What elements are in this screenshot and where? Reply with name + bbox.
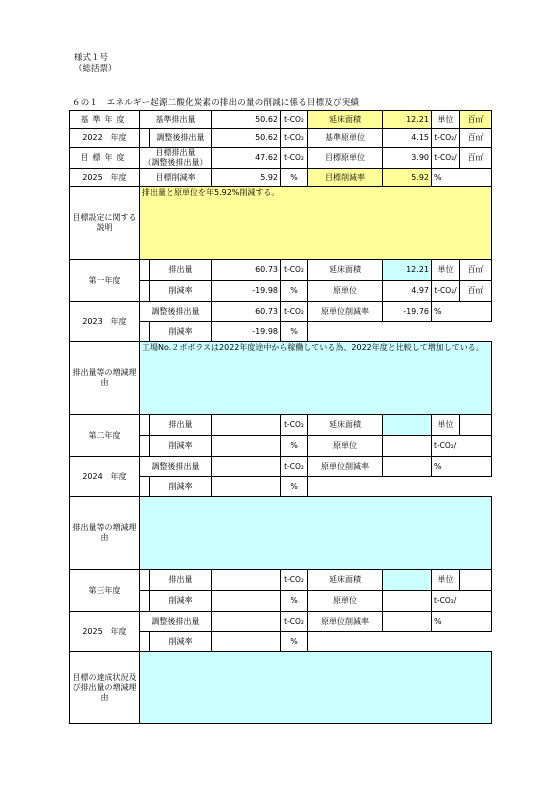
year2-emission-value[interactable] <box>212 415 281 436</box>
area-unit: 百㎡ <box>460 281 492 302</box>
unit-tco2: t-CO₂ <box>281 302 308 322</box>
floor-area-label: 延床面積 <box>308 111 383 129</box>
target-emission-value[interactable]: 47.62 <box>212 148 281 169</box>
unit-tco2: t-CO₂ <box>281 260 308 281</box>
unit-tco2-per: t-CO₂/ <box>432 148 460 169</box>
year3-intensity-reduction-value[interactable] <box>383 612 432 632</box>
year2-intensity-value[interactable] <box>383 436 432 457</box>
target-year[interactable]: 2025 年度 <box>70 169 140 187</box>
unit-tco2-per: t-CO₂/ <box>432 591 492 612</box>
year1-intensity-reduction-value[interactable]: -19.76 <box>383 302 432 322</box>
unit-tco2-per: t-CO₂/ <box>432 281 460 302</box>
year2-reason-label: 排出量等の増減理由 <box>70 497 140 570</box>
unit-tco2: t-CO₂ <box>281 129 308 148</box>
floor-area-label: 延床面積 <box>308 415 383 436</box>
year3-emission-value[interactable] <box>212 570 281 591</box>
floor-area-label: 延床面積 <box>308 260 383 281</box>
intensity-reduction-label: 原単位削減率 <box>308 457 383 477</box>
area-unit: 百㎡ <box>460 148 492 169</box>
area-unit-label: 単位 <box>432 570 460 591</box>
target-emission-label: 目標排出量 （調整後排出量） <box>140 148 212 169</box>
base-year-label: 基準年度 <box>70 111 140 129</box>
year1-year[interactable]: 2023 年度 <box>70 302 140 342</box>
year1-label: 第一年度 <box>70 260 140 302</box>
floor-area-value[interactable]: 12.21 <box>383 111 432 129</box>
target-reduction-rate-label: 目標削減率 <box>308 169 383 187</box>
intensity-reduction-label: 原単位削減率 <box>308 612 383 632</box>
page-title: ６の１ エネルギー起源二酸化炭素の排出の量の削減に係る目標及び実績 <box>72 98 360 108</box>
area-unit: 百㎡ <box>460 260 492 281</box>
area-unit-label: 単位 <box>432 415 460 436</box>
goal-description-text[interactable]: 排出量と原単位を年5.92%削減する。 <box>140 187 492 260</box>
year1-adjusted-emission-value[interactable]: 60.73 <box>212 302 281 322</box>
unit-tco2: t-CO₂ <box>281 415 308 436</box>
intensity-label: 原単位 <box>308 591 383 612</box>
intensity-label: 原単位 <box>308 281 383 302</box>
empty-cell <box>308 477 492 497</box>
target-reduction-rate-value[interactable]: 5.92 <box>383 169 432 187</box>
target-reduction-label: 目標削減率 <box>140 169 212 187</box>
unit-percent: % <box>281 477 308 497</box>
adjusted-emission-label: 調整後排出量 <box>140 612 212 632</box>
year2-label: 第二年度 <box>70 415 140 457</box>
unit-tco2-per: t-CO₂/ <box>432 129 460 148</box>
reduction-rate-label: 削減率 <box>150 281 212 302</box>
year1-intensity-value[interactable]: 4.97 <box>383 281 432 302</box>
target-intensity-label: 目標原単位 <box>308 148 383 169</box>
unit-tco2-per: t-CO₂/ <box>432 436 492 457</box>
year2-floor-area-value[interactable] <box>383 415 432 436</box>
base-emission-label: 基準排出量 <box>140 111 212 129</box>
adjusted-emission-label: 調整後排出量 <box>150 129 212 148</box>
unit-percent: % <box>281 436 308 457</box>
final-reason-text[interactable] <box>140 652 492 724</box>
intensity-reduction-label: 原単位削減率 <box>308 302 383 322</box>
emission-label: 排出量 <box>150 570 212 591</box>
adjusted-emission-value[interactable]: 50.62 <box>212 129 281 148</box>
area-unit-blank <box>460 415 492 436</box>
year3-adjusted-reduction-rate-value[interactable] <box>212 632 281 652</box>
year2-reason-text[interactable] <box>140 497 492 570</box>
year1-reduction-rate-value[interactable]: -19.98 <box>212 281 281 302</box>
year1-reason-label: 排出量等の増減理由 <box>70 342 140 415</box>
year3-reduction-rate-value[interactable] <box>212 591 281 612</box>
unit-tco2: t-CO₂ <box>281 457 308 477</box>
year3-floor-area-value[interactable] <box>383 570 432 591</box>
year3-intensity-value[interactable] <box>383 591 432 612</box>
year1-adjusted-reduction-rate-value[interactable]: -19.98 <box>212 322 281 342</box>
year1-emission-value[interactable]: 60.73 <box>212 260 281 281</box>
goal-description-label: 目標設定に関する説明 <box>70 187 140 260</box>
area-unit-label: 単位 <box>432 260 460 281</box>
year3-adjusted-emission-value[interactable] <box>212 612 281 632</box>
unit-percent: % <box>432 302 492 322</box>
emission-target-table <box>69 110 492 724</box>
emission-label: 排出量 <box>150 260 212 281</box>
form-number: 様式１号 <box>74 53 109 63</box>
unit-percent: % <box>281 632 308 652</box>
unit-tco2: t-CO₂ <box>281 570 308 591</box>
form-type: （総括票） <box>74 64 117 74</box>
reduction-rate-label: 削減率 <box>150 632 212 652</box>
area-unit: 百㎡ <box>460 129 492 148</box>
reduction-rate-label: 削減率 <box>150 322 212 342</box>
year1-floor-area-value[interactable]: 12.21 <box>383 260 432 281</box>
unit-tco2: t-CO₂ <box>281 148 308 169</box>
area-unit-label: 単位 <box>432 111 460 129</box>
intensity-label: 原単位 <box>308 436 383 457</box>
reduction-rate-label: 削減率 <box>150 591 212 612</box>
base-intensity-label: 基準原単位 <box>308 129 383 148</box>
target-intensity-value[interactable]: 3.90 <box>383 148 432 169</box>
adjusted-emission-label: 調整後排出量 <box>140 302 212 322</box>
adjusted-emission-label: 調整後排出量 <box>140 457 212 477</box>
unit-percent: % <box>432 169 492 187</box>
year1-reason-text[interactable]: 工場No.２ボボラスは2022年度途中から稼働している為、2022年度と比較して増加している。 <box>140 342 492 415</box>
emission-label: 排出量 <box>150 415 212 436</box>
target-year-label: 目標年度 <box>70 148 140 169</box>
empty-cell <box>308 632 492 652</box>
base-intensity-value[interactable]: 4.15 <box>383 129 432 148</box>
reduction-rate-label: 削減率 <box>150 436 212 457</box>
year2-reduction-rate-value[interactable] <box>212 436 281 457</box>
year3-year[interactable]: 2025 年度 <box>70 612 140 652</box>
unit-percent: % <box>281 169 308 187</box>
area-unit-blank <box>460 570 492 591</box>
target-reduction-value[interactable]: 5.92 <box>212 169 281 187</box>
base-emission-value[interactable]: 50.62 <box>212 111 281 129</box>
year2-intensity-reduction-value[interactable] <box>383 457 432 477</box>
base-year[interactable]: 2022 年度 <box>70 129 140 148</box>
year3-label: 第三年度 <box>70 570 140 612</box>
year2-adjusted-emission-value[interactable] <box>212 457 281 477</box>
unit-percent: % <box>281 281 308 302</box>
unit-percent: % <box>281 591 308 612</box>
unit-percent: % <box>432 612 492 632</box>
floor-area-label: 延床面積 <box>308 570 383 591</box>
year2-year[interactable]: 2024 年度 <box>70 457 140 497</box>
empty-cell <box>308 322 492 342</box>
unit-tco2: t-CO₂ <box>281 612 308 632</box>
unit-percent: % <box>432 457 492 477</box>
area-unit: 百㎡ <box>460 111 492 129</box>
unit-tco2: t-CO₂ <box>281 111 308 129</box>
reduction-rate-label: 削減率 <box>150 477 212 497</box>
year2-adjusted-reduction-rate-value[interactable] <box>212 477 281 497</box>
final-reason-label: 目標の達成状況及び排出量の増減理由 <box>70 652 140 724</box>
unit-percent: % <box>281 322 308 342</box>
